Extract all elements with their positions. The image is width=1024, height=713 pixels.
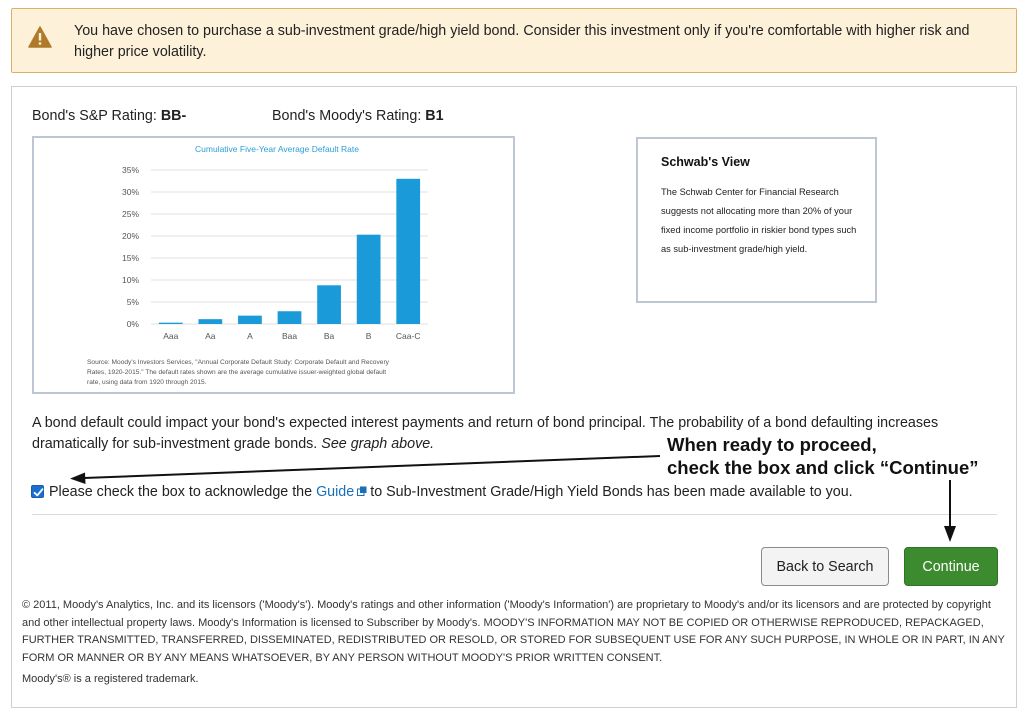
chart-y-tick-label: 30% [121,187,139,197]
see-graph-note: See graph above. [321,436,435,452]
chart-bar [396,179,420,324]
chart-y-ticks [122,165,139,329]
default-explanation-text: A bond default could impact your bond's expected interest payments and return of bond principal. The probability of a bond defaulting increases dramatically for sub-investment grade bonds. [32,415,939,452]
chart-bar [278,311,302,324]
checkmark-icon [33,487,44,498]
warning-triangle-icon [28,26,52,48]
acknowledge-checkbox[interactable] [31,485,44,498]
chart-title: Cumulative Five-Year Average Default Rate [195,144,359,154]
moodys-rating-label: Bond's Moody's Rating: [272,108,422,124]
chart-bar [238,316,262,324]
main-panel [11,86,1017,708]
chart-x-tick-label: Aa [205,331,216,341]
annotation-text [667,433,978,479]
chart-bar [159,323,183,324]
chart-svg [34,138,513,392]
acknowledge-text-after: to Sub-Investment Grade/High Yield Bonds has been made available to you. [370,484,853,500]
default-rate-chart [32,136,515,394]
chart-y-tick-label: 15% [121,253,139,263]
schwabs-view-box [636,137,877,303]
acknowledge-text-before: Please check the box to acknowledge the [49,484,313,500]
divider [32,514,997,515]
back-to-search-button[interactable]: Back to Search [761,547,889,586]
trademark-note: Moody's® is a registered trademark. [22,673,199,685]
chart-grid [151,170,428,324]
chart-bar [317,285,341,324]
chart-x-tick-label: Baa [281,331,298,341]
chart-y-tick-label: 0% [126,319,139,329]
continue-button[interactable]: Continue [904,547,998,586]
sp-rating-label: Bond's S&P Rating: [32,108,157,124]
legal-disclaimer: © 2011, Moody's Analytics, Inc. and its licensors ('Moody's'). Moody's ratings and other information ('Moody's Information') are proprietary to Moody's and/or its licensors and are protected by copyright and other intellectual property laws. Moody's Information is licensed to Subscriber by Moody's. MOODY'S INFORMATION MAY NOT BE COPIED OR OTHERWISE REPRODUCED, REPACKAGED, FURTHER TRANSMITTED, TRANSFERRED, DISSEMINATED, REDISTRIBUTED OR RESOLD, OR STORED FOR SUBSEQUENT USE FOR ANY SUCH PURPOSE, IN WHOLE OR IN PART, IN ANY FORM OR MANNER OR BY ANY MEANS WHATSOEVER, BY ANY PERSON WITHOUT MOODY'S PRIOR WRITTEN CONSENT. [22,599,1005,664]
annotation-line-2: check the box and click “Continue” [667,457,979,478]
chart-x-ticks [163,331,420,341]
warning-banner [11,8,1017,73]
schwabs-view-body: The Schwab Center for Financial Research suggests not allocating more than 20% of your fixed income portfolio in riskier bond types such as sub-investment grade/high yield. [661,187,857,254]
chart-bar [357,235,381,324]
moodys-rating [272,108,444,124]
annotation-line-1: When ready to proceed, [667,434,877,455]
chart-bar [198,319,222,324]
chart-x-tick-label: A [247,331,253,341]
chart-source-line: rate, using data from 1920 through 2015. [87,379,207,386]
sp-rating-value: BB- [160,108,187,124]
chart-x-tick-label: Ba [323,331,335,341]
chart-source-line: Source: Moody's Investors Services, "Annual Corporate Default Study: Corporate Default and Recovery [87,359,389,366]
chart-source-line: Rates, 1920-2015." The default rates shown are the average cumulative issuer-weighted global default [87,369,387,376]
chart-x-tick-label: B [365,331,372,341]
chart-x-tick-label: Caa-C [395,331,421,341]
schwabs-view-title: Schwab's View [661,155,750,169]
guide-link[interactable]: Guide [316,484,355,500]
sp-rating [32,108,186,124]
chart-y-tick-label: 20% [121,231,139,241]
chart-source-note [87,359,390,386]
chart-y-tick-label: 10% [121,275,139,285]
chart-y-tick-label: 25% [121,209,139,219]
external-link-icon[interactable] [357,486,367,496]
chart-y-tick-label: 35% [121,165,139,175]
chart-x-tick-label: Aaa [163,331,179,341]
acknowledge-label [49,484,853,500]
chart-y-tick-label: 5% [126,297,139,307]
warning-text: You have chosen to purchase a sub-investment grade/high yield bond. Consider this investment only if you're comfortable with higher risk and higher price volatility. [74,23,970,60]
moodys-rating-value: B1 [425,108,444,124]
